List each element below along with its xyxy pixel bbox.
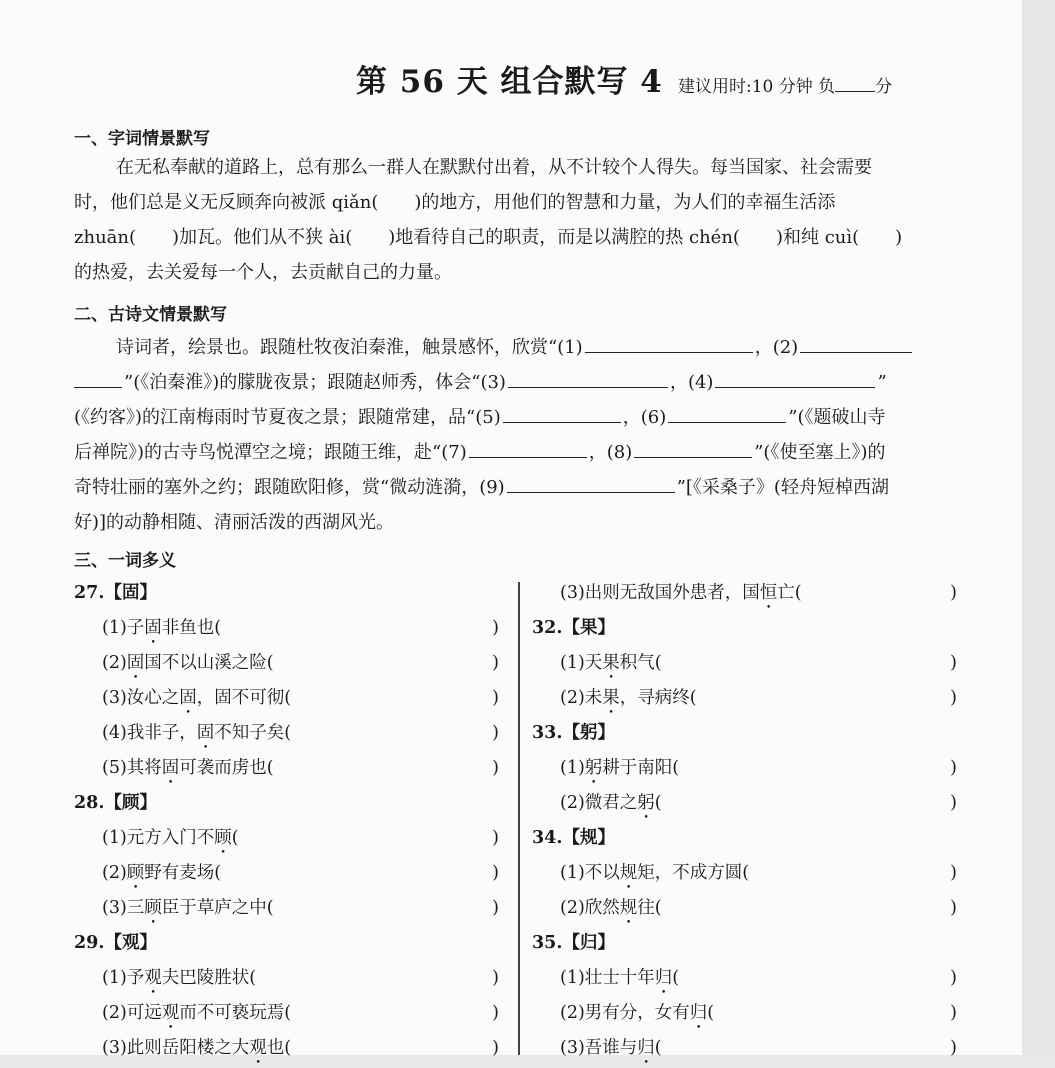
definition-item: [532, 1031, 957, 1066]
poem-text: ”(《题破山寺: [788, 407, 886, 428]
item-text-post: 亡(: [777, 583, 802, 603]
column-divider: [518, 582, 520, 1055]
emphasized-character: 果: [602, 653, 620, 673]
emphasized-character: 恒: [759, 583, 778, 603]
time-suggestion: [678, 77, 892, 97]
emphasized-character: 固: [179, 688, 197, 708]
section2-line: [74, 400, 964, 435]
item-text-post: (: [672, 968, 680, 988]
item-text-post: (: [707, 1003, 715, 1023]
answer-paren-close[interactable]: ): [492, 1003, 499, 1023]
emphasized-character: 固: [126, 653, 145, 673]
item-text-post: 也(: [266, 1038, 292, 1058]
word-heading: 32.【果】: [532, 618, 615, 638]
item-text-pre: (1)壮士十年: [560, 968, 655, 988]
item-text-pre: (5)其将: [102, 758, 162, 778]
definition-item: [74, 716, 499, 751]
emphasized-character: 固: [196, 723, 215, 743]
definition-item: [532, 786, 957, 821]
poem-text: 诗词者，绘景也。跟随杜牧夜泊秦淮，触景感怀，欣赏“(1): [116, 337, 583, 358]
item-text-post: 耕于南阳(: [602, 758, 680, 778]
score-unit: 分: [875, 77, 893, 97]
item-text-post: ，寻病终(: [619, 688, 697, 708]
title-row: [356, 56, 892, 101]
item-text-pre: (1): [560, 758, 585, 778]
item-text-post: (: [654, 1038, 662, 1058]
poem-text: ”[《采桑子》(轻舟短棹西湖: [676, 477, 889, 498]
section2-line: [74, 435, 964, 470]
definition-item: [532, 751, 957, 786]
item-text-pre: (2): [102, 653, 127, 673]
section2-paragraph: [74, 330, 964, 540]
section2-line: [74, 365, 964, 400]
emphasized-character: 果: [602, 688, 620, 708]
answer-blank-9[interactable]: [507, 472, 675, 493]
definition-item: [74, 751, 499, 786]
answer-paren-close[interactable]: ): [492, 863, 499, 883]
item-text-post: 臣于草庐之中(: [161, 898, 274, 918]
section1-heading: 一、字词情景默写: [74, 129, 210, 149]
section2-line: [74, 470, 964, 505]
item-text-pre: (1)子: [102, 618, 145, 638]
item-text-post: ，固不可彻(: [196, 688, 292, 708]
item-text-post: (: [231, 828, 239, 848]
answer-blank-4[interactable]: [715, 367, 875, 388]
definition-item: [532, 646, 957, 681]
definition-item: [532, 856, 957, 891]
page-edge: [1022, 0, 1055, 1055]
definition-item: [74, 681, 499, 716]
page-title: 第 56 天 组合默写 4: [356, 64, 663, 100]
poem-text: ，(6): [622, 407, 667, 428]
section2-line: [74, 330, 964, 365]
answer-blank-5[interactable]: [503, 402, 621, 423]
item-text-post: 不知子矣(: [214, 723, 292, 743]
item-text-pre: (2)微君之: [560, 793, 638, 813]
definition-item: [532, 681, 957, 716]
emphasized-character: 顾: [144, 898, 162, 918]
item-text-pre: (2)欣然: [560, 898, 620, 918]
poem-text: ”(《使至塞上》)的: [754, 442, 886, 463]
answer-paren-close[interactable]: ): [492, 968, 499, 988]
item-text-pre: (3)此则岳阳楼之大: [102, 1038, 250, 1058]
emphasized-character: 固: [161, 758, 180, 778]
definition-item: [74, 646, 499, 681]
poem-text: 后禅院》)的古寺鸟悦潭空之境；跟随王维，赴“(7): [74, 442, 467, 463]
emphasized-character: 固: [144, 618, 162, 638]
definition-item: [532, 996, 957, 1031]
item-text-post: 往(: [637, 898, 662, 918]
emphasized-character: 顾: [214, 828, 232, 848]
item-text-pre: (2)男有分，女有: [560, 1003, 690, 1023]
emphasized-character: 归: [637, 1038, 655, 1058]
item-text-pre: (4)我非子，: [102, 723, 197, 743]
section1-line: zhuān( )加瓦。他们从不狭 ài( )地看待自己的职责，而是以满腔的热 chén( )和纯 cuì( ): [74, 227, 903, 248]
answer-paren-close[interactable]: ): [492, 898, 499, 918]
answer-paren-close[interactable]: ): [950, 653, 957, 673]
definition-item: [74, 611, 499, 646]
emphasized-character: 归: [654, 968, 673, 988]
answer-paren-close[interactable]: ): [492, 653, 499, 673]
item-text-post: 而不可亵玩焉(: [179, 1003, 292, 1023]
poem-text: (《约客》)的江南梅雨时节夏夜之景；跟随常建，品“(5): [74, 407, 501, 428]
word-heading: 29.【观】: [74, 933, 157, 953]
definition-item: [74, 996, 499, 1031]
emphasized-character: 观: [144, 968, 162, 988]
item-text-post: 野有麦场(: [144, 863, 222, 883]
item-text-post: 非鱼也(: [161, 618, 222, 638]
word-heading: 35.【归】: [532, 933, 615, 953]
answer-paren-close[interactable]: ): [492, 828, 499, 848]
item-text-pre: (1)不以: [560, 863, 620, 883]
definition-item: [74, 1031, 499, 1066]
emphasized-character: 观: [249, 1038, 267, 1058]
item-text-pre: (2)未: [560, 688, 603, 708]
section3-heading: 三、一词多义: [74, 551, 176, 571]
item-text-post: 国不以山溪之险(: [144, 653, 274, 673]
definition-item: [532, 961, 957, 996]
poem-text: ”: [877, 372, 887, 393]
definition-item: [532, 891, 957, 926]
item-text-pre: (1)予: [102, 968, 145, 988]
answer-paren-close[interactable]: ): [950, 688, 957, 708]
definition-item: [74, 891, 499, 926]
time-text: 建议用时:10 分钟 负: [677, 77, 836, 97]
item-text-post: 可袭而虏也(: [179, 758, 274, 778]
answer-blank-6[interactable]: [668, 402, 786, 423]
right-column: [532, 576, 957, 1066]
definition-item: [532, 576, 957, 611]
definition-item: [74, 961, 499, 996]
definition-item: [74, 856, 499, 891]
answer-paren-close[interactable]: ): [492, 618, 499, 638]
answer-paren-close[interactable]: ): [950, 1003, 957, 1023]
item-text-pre: (3)汝心之: [102, 688, 180, 708]
emphasized-character: 观: [161, 1003, 180, 1023]
left-column: [74, 576, 499, 1066]
item-text-pre: (1)元方入门不: [102, 828, 215, 848]
emphasized-character: 顾: [126, 863, 145, 883]
item-text-pre: (3)三: [102, 898, 145, 918]
section2-heading: 二、古诗文情景默写: [74, 305, 227, 325]
answer-paren-close[interactable]: ): [950, 898, 957, 918]
item-text-pre: (3)出则无敌国外患者，国: [560, 583, 760, 603]
answer-paren-close[interactable]: ): [492, 723, 499, 743]
word-heading: 28.【顾】: [74, 793, 157, 813]
word-heading: 27.【固】: [74, 583, 157, 603]
answer-paren-close[interactable]: ): [950, 583, 957, 603]
section1-line: 的热爱，去关爱每一个人，去贡献自己的力量。: [74, 262, 452, 283]
definition-item: [74, 821, 499, 856]
answer-paren-close[interactable]: ): [950, 793, 957, 813]
item-text-pre: (2): [102, 863, 127, 883]
section1-line: 时，他们总是义无反顾奔向被派 qiǎn( )的地方，用他们的智慧和力量，为人们的幸福生活添: [74, 192, 836, 213]
answer-paren-close[interactable]: ): [492, 1038, 499, 1058]
section1-paragraph: [74, 150, 964, 290]
item-text-post: (: [654, 793, 662, 813]
word-heading: 33.【躬】: [532, 723, 615, 743]
answer-blank-2[interactable]: [800, 332, 912, 353]
poem-text: 奇特壮丽的塞外之约；跟随欧阳修，赏“微动涟漪，(9): [74, 477, 505, 498]
answer-blank-2-cont[interactable]: [74, 367, 122, 388]
answer-blank-8[interactable]: [634, 437, 752, 458]
section1-line: 在无私奉献的道路上，总有那么一群人在默默付出着，从不计较个人得失。每当国家、社会需要: [116, 157, 872, 178]
poem-text: ”(《泊秦淮》)的朦胧夜景；跟随赵师秀，体会“(3): [124, 372, 506, 393]
word-heading: 34.【规】: [532, 828, 615, 848]
item-text-post: 积气(: [619, 653, 662, 673]
answer-blank-7[interactable]: [469, 437, 587, 458]
emphasized-character: 躬: [637, 793, 655, 813]
emphasized-character: 规: [619, 863, 638, 883]
item-text-pre: (2)可远: [102, 1003, 162, 1023]
item-text-pre: (3)吾谁与: [560, 1038, 638, 1058]
emphasized-character: 躬: [584, 758, 603, 778]
poem-text: ，(8): [588, 442, 633, 463]
answer-paren-close[interactable]: ): [950, 863, 957, 883]
score-blank[interactable]: [835, 77, 875, 92]
section2-line: 好)]的动静相随、清丽活泼的西湖风光。: [74, 512, 395, 533]
answer-paren-close[interactable]: ): [950, 1038, 957, 1058]
poem-text: ，(4): [669, 372, 714, 393]
answer-blank-1[interactable]: [585, 332, 753, 353]
answer-paren-close[interactable]: ): [492, 758, 499, 778]
answer-paren-close[interactable]: ): [492, 688, 499, 708]
answer-blank-3[interactable]: [508, 367, 668, 388]
emphasized-character: 归: [689, 1003, 708, 1023]
answer-paren-close[interactable]: ): [950, 758, 957, 778]
item-text-post: 矩，不成方圆(: [637, 863, 750, 883]
poem-text: ，(2): [754, 337, 799, 358]
emphasized-character: 规: [619, 898, 638, 918]
item-text-pre: (1)天: [560, 653, 603, 673]
item-text-post: 夫巴陵胜状(: [161, 968, 257, 988]
answer-paren-close[interactable]: ): [950, 968, 957, 988]
